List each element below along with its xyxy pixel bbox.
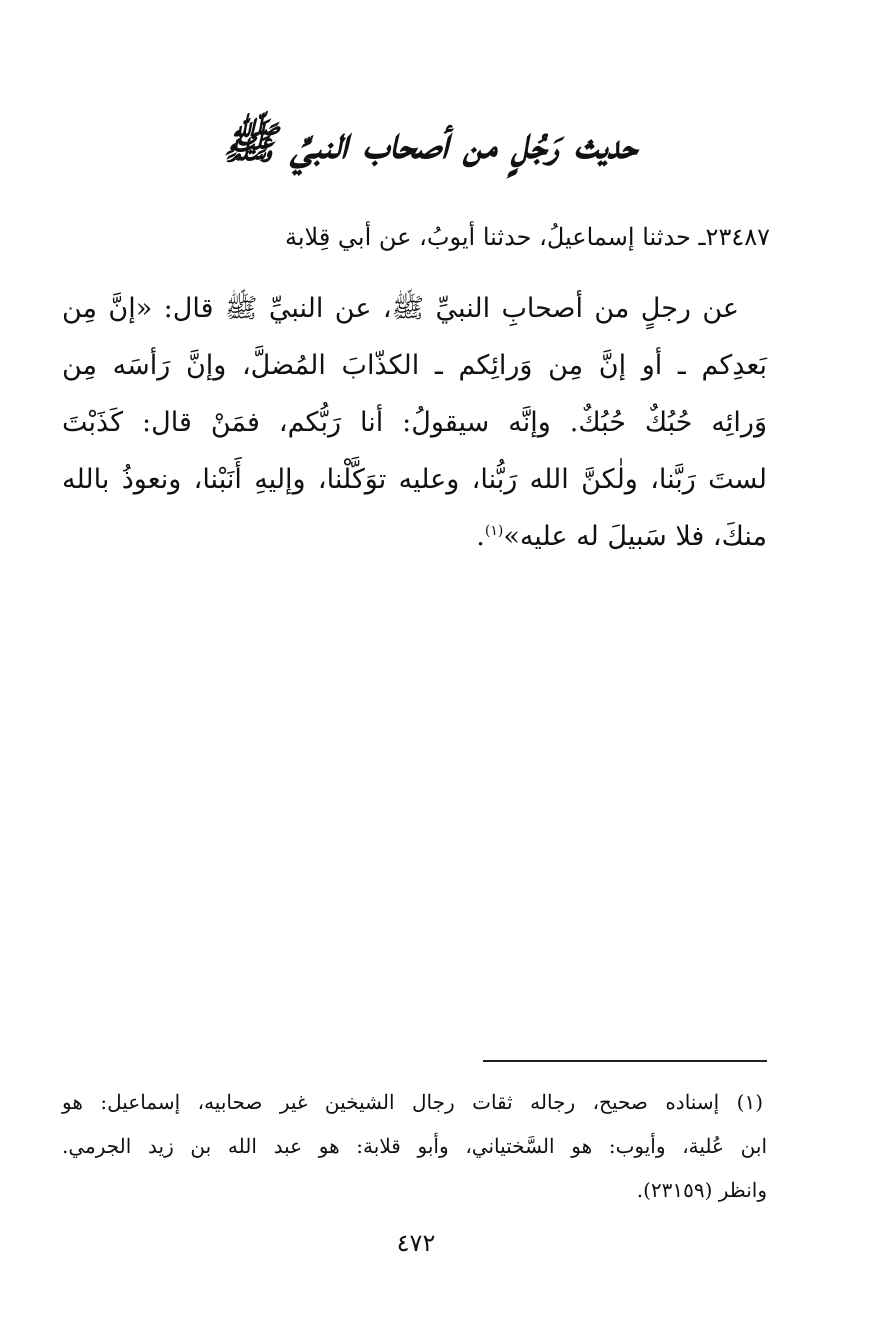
page-number: ٤٧٢ [396,1229,436,1257]
footnotes [62,1080,767,1212]
hadith-number: ٢٣٤٨٧ [705,223,770,251]
hadith-line: بَعدِكم ـ أو إنَّ مِن وَرائِكم ـ الكذّابَ المُضلَّ، وإنَّ رَأسَه مِن [62,350,767,381]
hadith-text [62,280,767,565]
footnote-reference: (١) [484,523,504,539]
footnote-line: وانظر (٢٣١٥٩). [636,1178,767,1202]
hadith-line: وَرائِه حُبُكٌ حُبُكٌ. وإنَّه سيقولُ: أنا رَبُّكم، فمَنْ قال: كَذَبْتَ [62,407,767,438]
hadith-header [170,222,770,253]
hadith-line: لستَ رَبَّنا، ولٰكنَّ الله رَبُّنا، وعليه توَكَّلْنا، وإليهِ أَنَبْنا، ونعوذُ بالله [62,464,767,495]
hadith-line: عن رجلٍ من أصحابِ النبيِّ ﷺ، عن النبيِّ ﷺ قال: «إنَّ مِن [62,293,739,324]
hadith-line-text: منكَ، فلا سَبيلَ له عليه» [503,521,767,552]
footnote-divider [483,1060,767,1062]
hadith-end-mark: . [476,521,485,552]
footnote-line: (١) إسناده صحيح، رجاله ثقات رجال الشيخين غير صحابيه، إسماعيل: هو [62,1090,763,1114]
chapter-title: حديث رَجُلٍ من أصحاب النبيِّ ﷺ [222,118,638,169]
hadith-line-last [62,508,767,565]
footnote-line: ابن عُلية، وأيوب: هو السَّختياني، وأبو قلابة: هو عبد الله بن زيد الجرمي. [62,1134,767,1158]
hadith-isnad: ـ حدثنا إسماعيلُ، حدثنا أيوبُ، عن أبي قِلابة [284,223,706,251]
